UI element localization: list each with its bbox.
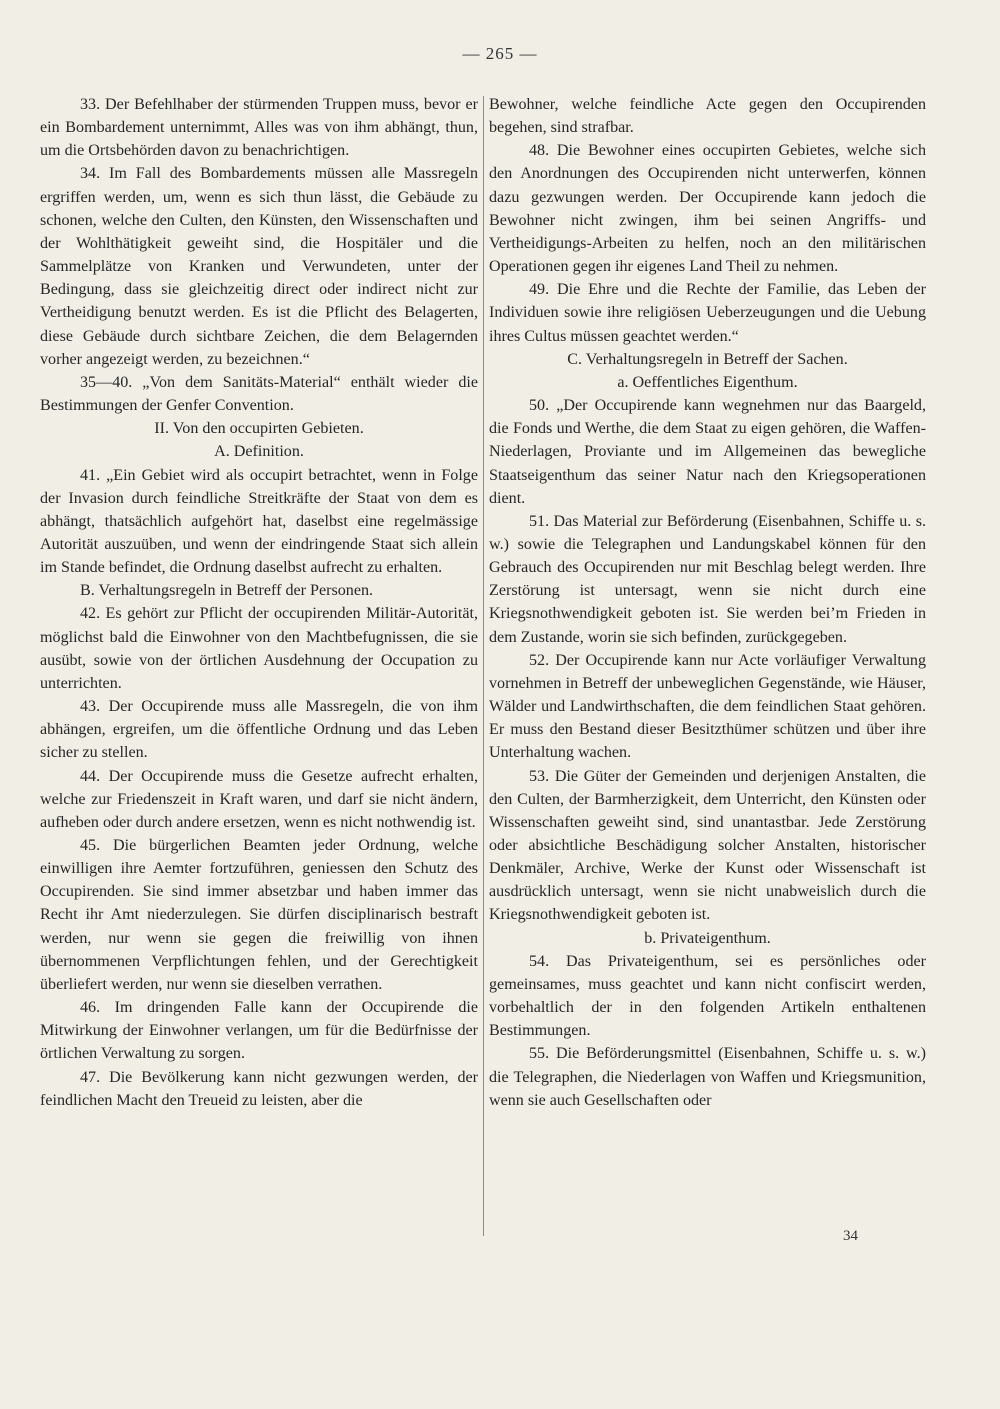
paragraph: 41. „Ein Gebiet wird als occupirt betrachtet, wenn in Folge der Invasion durch feindliche Streitkräfte der Staat von dem es abhängt, thatsächlich aufgehört hat, daselbst eine regelmässige Autorität auszuüben, und wenn der eindringende Staat sich allein im Stande befindet, die Ordnung daselbst aufrecht zu erhalten. [40,466,478,577]
paragraph: B. Verhaltungsregeln in Betreff der Personen. [80,582,374,600]
paragraph: 42. Es gehört zur Pflicht der occupirenden Militär-Autorität, möglichst bald die Einwohner von den Machtbefugnissen, die sie ausübt, sowie von der örtlichen Ausdehnung der Occupation zu unterrichten. [40,605,478,692]
paragraph: 34. Im Fall des Bombardements müssen alle Massregeln ergriffen werden, um, wenn es sich thun lässt, die Gebäude zu schonen, welche den Culten, den Künsten, den Wissenschaften und der Wohlthätigkeit geweiht sind, die Hospitäler und die Sammelplätze von Kranken und Verwundeten, unter der Bedingung, dass sie gleichzeitig direct oder indirect nicht zur Vertheidigung benutzt werden. Es ist die Pflicht des Belagerten, diese Gebäude durch sichtbare Zeichen, die dem Belagernden vorher angezeigt werden, zu bezeichnen.“ [40,165,478,368]
paragraph: 47. Die Bevölkerung kann nicht gezwungen werden, der feindlichen Macht den Treueid zu leisten, aber die [40,1068,478,1109]
left-column [40,93,478,1112]
section-heading: II. Von den occupirten Gebieten. [154,420,364,438]
paragraph: 50. „Der Occupirende kann wegnehmen nur das Baargeld, die Fonds und Werthe, die dem Staat zu eigen gehören, die Waffen-Niederlagen, Proviante und im Allgemeinen das bewegliche Staatseigenthum das seiner Natur nach den Kriegsoperationen dient. [489,397,926,507]
paragraph: 53. Die Güter der Gemeinden und derjenigen Anstalten, die den Culten, der Barmherzigkeit, dem Unterricht, den Künsten oder Wissenschaften geweiht sind, sind unantastbar. Jede Zerstörung oder absichtliche Beschädigung solcher Anstalten, historischer Denkmäler, Archive, Werke der Kunst oder Wissenschaft ist ausdrücklich untersagt, wenn sie nicht unabweislich durch die Kriegsnothwendigkeit geboten ist. [489,767,926,924]
paragraph: 33. Der Befehlhaber der stürmenden Truppen muss, bevor er ein Bombardement unternimmt, Alles was von ihm abhängt, thun, um die Ortsbehörden davon zu benachrichtigen. [40,96,478,160]
paragraph: 51. Das Material zur Beförderung (Eisenbahnen, Schiffe u. s. w.) sowie die Telegraphen und Landungskabel können für den Gebrauch des Occupirenden nur mit Beschlag belegt werden. Ihre Zerstörung ist untersagt, wenn sie nicht durch eine Kriegsnothwendigkeit geboten ist. Sie werden bei’m Frieden in dem Zustande, worin sie sich befinden, zurückgegeben. [489,512,926,646]
paragraph: 48. Die Bewohner eines occupirten Gebietes, welche sich den Anordnungen des Occupirenden nicht unterwerfen, können dazu gezwungen werden. Der Occupirende kann jedoch die Bewohner nicht zwingen, ihm bei seinen Angriffs- und Vertheidigungs-Arbeiten zu helfen, noch an den militärischen Operationen gegen ihr eigenes Land Theil zu nehmen. [489,142,926,276]
paragraph: Bewohner, welche feindliche Acte gegen den Occupirenden begehen, sind strafbar. [489,96,926,137]
paragraph: 45. Die bürgerlichen Beamten jeder Ordnung, welche einwilligen ihre Aemter fortzuführen, geniessen den Schutz des Occupirenden. Sie sind immer absetzbar und haben immer das Recht ihr Amt niederzulegen. Sie dürfen disciplinarisch bestraft werden, nur wenn sie gegen die freiwillig von ihnen übernommenen Verpflichtungen fehlen, und der Gerechtigkeit überliefert werden, nur wenn sie dieselben verrathen. [40,837,478,993]
right-column [489,93,926,1112]
paragraph: 35—40. „Von dem Sanitäts-Material“ enthält wieder die Bestimmungen der Genfer Convention. [40,373,478,415]
section-heading: a. Oeffentliches Eigenthum. [617,373,798,391]
signature-mark: 34 [843,1228,858,1244]
paragraph: 54. Das Privateigenthum, sei es persönliches oder gemeinsames, muss geachtet und kann nicht confiscirt werden, vorbehaltlich der in den folgenden Artikeln enthaltenen Bestimmungen. [489,952,926,1040]
paragraph: 55. Die Beförderungsmittel (Eisenbahnen, Schiffe u. s. w.) die Telegraphen, die Niederlagen von Waffen und Kriegsmunition, wenn sie auch Gesellschaften oder [489,1045,926,1109]
paragraph: 43. Der Occupirende muss alle Massregeln, die von ihm abhängen, ergreifen, um die öffentliche Ordnung und das Leben sicher zu stellen. [40,698,478,762]
section-heading: b. Privateigenthum. [644,929,771,947]
paragraph: 46. Im dringenden Falle kann der Occupirende die Mitwirkung der Einwohner verlangen, um für die Bedürfnisse der örtlichen Verwaltung zu sorgen. [40,999,478,1063]
paragraph: 49. Die Ehre und die Rechte der Familie, das Leben der Individuen sowie ihre religiösen Ueberzeugungen und die Uebung ihres Cultus müssen geachtet werden.“ [489,281,926,345]
section-heading: C. Verhaltungsregeln in Betreff der Sachen. [567,350,848,368]
section-heading: A. Definition. [214,443,304,461]
column-divider [483,96,484,1236]
page-number: — 265 — [462,44,538,63]
paragraph: 52. Der Occupirende kann nur Acte vorläufiger Verwaltung vornehmen in Betreff der unbeweglichen Gegenstände, wie Häuser, Wälder und Landwirthschaften, die dem feindlichen Staat gehören. Er muss den Bestand dieser Besitzthümer schützen und über ihre Unterhaltung wachen. [489,651,926,762]
paragraph: 44. Der Occupirende muss die Gesetze aufrecht erhalten, welche zur Friedenszeit in Kraft waren, und darf sie nicht ändern, aufheben oder durch andere ersetzen, wenn es nicht nothwendig ist. [40,767,478,831]
